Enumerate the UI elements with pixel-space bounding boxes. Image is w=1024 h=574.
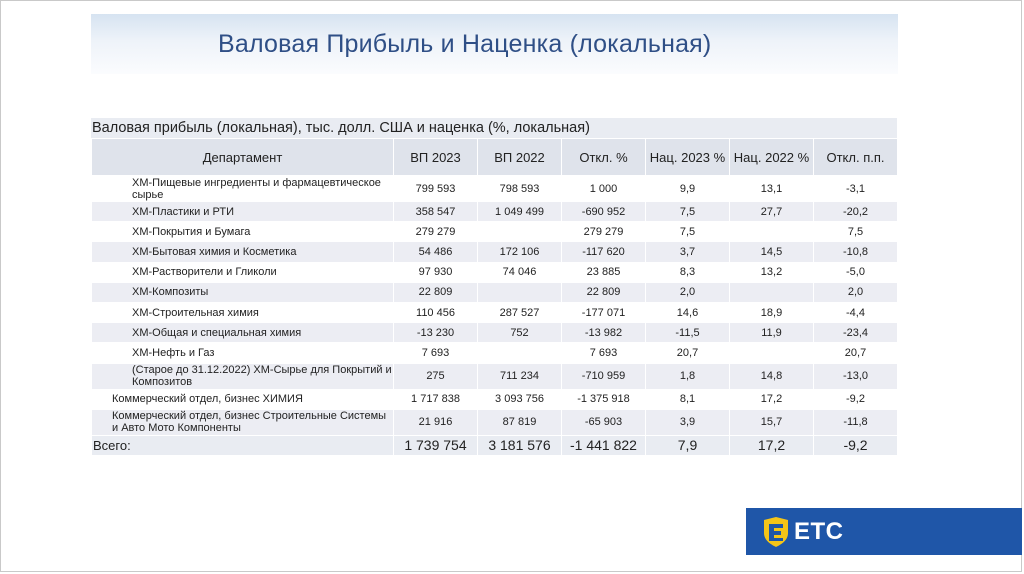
nac2023-cell: 20,7: [646, 343, 730, 363]
vp2022-cell: 711 234: [478, 363, 562, 389]
devpp-cell: -4,4: [814, 302, 898, 322]
devpp-cell: -5,0: [814, 262, 898, 282]
dept-cell: Коммерческий отдел, бизнес ХИМИЯ: [92, 389, 394, 409]
vp2023-cell: 1 717 838: [394, 389, 478, 409]
devpp-cell: 2,0: [814, 282, 898, 302]
vp2023-cell: 97 930: [394, 262, 478, 282]
total-nac2022: 17,2: [730, 435, 814, 455]
total-vp2022: 3 181 576: [478, 435, 562, 455]
table-row: [92, 262, 898, 282]
table-row: [92, 302, 898, 322]
vp2022-cell: 752: [478, 323, 562, 343]
slide-title: Валовая Прибыль и Наценка (локальная): [218, 29, 712, 58]
nac2022-cell: 27,7: [730, 202, 814, 222]
table-row: [92, 242, 898, 262]
dept-cell: ХМ-Композиты: [92, 282, 394, 302]
table-header-row: [92, 139, 898, 176]
dept-cell: ХМ-Строительная химия: [92, 302, 394, 322]
table-caption: Валовая прибыль (локальная), тыс. долл. США и наценка (%, локальная): [91, 118, 897, 138]
table-row: [92, 409, 898, 435]
vp2022-cell: 87 819: [478, 409, 562, 435]
nac2022-cell: 11,9: [730, 323, 814, 343]
vp2023-cell: 110 456: [394, 302, 478, 322]
vp2022-cell: [478, 282, 562, 302]
etc-logo: [746, 508, 1022, 555]
vp2023-cell: 7 693: [394, 343, 478, 363]
table-row: [92, 343, 898, 363]
nac2022-cell: [730, 222, 814, 242]
header-markup-2023: Нац. 2023 %: [646, 139, 730, 176]
header-deviation-percent: Откл. %: [562, 139, 646, 176]
vp2023-cell: 279 279: [394, 222, 478, 242]
nac2022-cell: [730, 282, 814, 302]
devpp-cell: -3,1: [814, 176, 898, 202]
devpp-cell: -20,2: [814, 202, 898, 222]
nac2023-cell: 3,7: [646, 242, 730, 262]
profit-table-container: [91, 118, 897, 456]
vp2022-cell: 798 593: [478, 176, 562, 202]
vp2022-cell: 287 527: [478, 302, 562, 322]
table-row: [92, 222, 898, 242]
nac2023-cell: 1,8: [646, 363, 730, 389]
dept-cell: ХМ-Бытовая химия и Косметика: [92, 242, 394, 262]
devpp-cell: 20,7: [814, 343, 898, 363]
nac2023-cell: 7,5: [646, 202, 730, 222]
dev-cell: -710 959: [562, 363, 646, 389]
nac2022-cell: 18,9: [730, 302, 814, 322]
dept-cell: ХМ-Нефть и Газ: [92, 343, 394, 363]
dev-cell: 1 000: [562, 176, 646, 202]
header-deviation-pp: Откл. п.п.: [814, 139, 898, 176]
dev-cell: -1 375 918: [562, 389, 646, 409]
vp2023-cell: 21 916: [394, 409, 478, 435]
header-vp-2022: ВП 2022: [478, 139, 562, 176]
table-row: [92, 389, 898, 409]
dev-cell: 7 693: [562, 343, 646, 363]
vp2022-cell: 172 106: [478, 242, 562, 262]
dev-cell: 22 809: [562, 282, 646, 302]
vp2023-cell: 358 547: [394, 202, 478, 222]
nac2022-cell: 13,2: [730, 262, 814, 282]
etc-logo-text: ETC: [794, 517, 844, 545]
dept-cell: ХМ-Пластики и РТИ: [92, 202, 394, 222]
nac2022-cell: 13,1: [730, 176, 814, 202]
total-vp2023: 1 739 754: [394, 435, 478, 455]
header-department: Департамент: [92, 139, 394, 176]
devpp-cell: -13,0: [814, 363, 898, 389]
header-markup-2022: Нац. 2022 %: [730, 139, 814, 176]
nac2023-cell: 8,3: [646, 262, 730, 282]
nac2023-cell: 14,6: [646, 302, 730, 322]
nac2023-cell: 8,1: [646, 389, 730, 409]
total-label: Всего:: [92, 435, 394, 455]
dept-cell: ХМ-Пищевые ингредиенты и фармацевтическое сырье: [92, 176, 394, 202]
table-row: [92, 202, 898, 222]
nac2023-cell: 3,9: [646, 409, 730, 435]
devpp-cell: -10,8: [814, 242, 898, 262]
table-row: [92, 363, 898, 389]
dept-cell: (Старое до 31.12.2022) ХМ-Сырье для Покрытий и Композитов: [92, 363, 394, 389]
nac2022-cell: 14,5: [730, 242, 814, 262]
etc-shield-logo-icon: [762, 517, 790, 547]
nac2022-cell: 15,7: [730, 409, 814, 435]
total-dev: -1 441 822: [562, 435, 646, 455]
nac2023-cell: 2,0: [646, 282, 730, 302]
vp2023-cell: 54 486: [394, 242, 478, 262]
profit-table: [91, 138, 898, 456]
dept-cell: ХМ-Растворители и Гликоли: [92, 262, 394, 282]
dev-cell: -117 620: [562, 242, 646, 262]
nac2023-cell: -11,5: [646, 323, 730, 343]
vp2022-cell: [478, 222, 562, 242]
devpp-cell: -11,8: [814, 409, 898, 435]
nac2023-cell: 9,9: [646, 176, 730, 202]
dept-cell: ХМ-Покрытия и Бумага: [92, 222, 394, 242]
total-nac2023: 7,9: [646, 435, 730, 455]
vp2022-cell: 1 049 499: [478, 202, 562, 222]
dev-cell: -690 952: [562, 202, 646, 222]
nac2022-cell: 17,2: [730, 389, 814, 409]
vp2022-cell: 74 046: [478, 262, 562, 282]
dev-cell: 23 885: [562, 262, 646, 282]
devpp-cell: 7,5: [814, 222, 898, 242]
header-vp-2023: ВП 2023: [394, 139, 478, 176]
devpp-cell: -23,4: [814, 323, 898, 343]
dept-cell: ХМ-Общая и специальная химия: [92, 323, 394, 343]
vp2023-cell: -13 230: [394, 323, 478, 343]
nac2022-cell: 14,8: [730, 363, 814, 389]
total-devpp: -9,2: [814, 435, 898, 455]
devpp-cell: -9,2: [814, 389, 898, 409]
vp2023-cell: 799 593: [394, 176, 478, 202]
dev-cell: 279 279: [562, 222, 646, 242]
table-row: [92, 323, 898, 343]
vp2023-cell: 275: [394, 363, 478, 389]
nac2023-cell: 7,5: [646, 222, 730, 242]
table-row: [92, 176, 898, 202]
vp2023-cell: 22 809: [394, 282, 478, 302]
vp2022-cell: 3 093 756: [478, 389, 562, 409]
table-row: [92, 282, 898, 302]
dept-cell: Коммерческий отдел, бизнес Строительные Системы и Авто Мото Компоненты: [92, 409, 394, 435]
title-banner: [91, 14, 898, 74]
dev-cell: -177 071: [562, 302, 646, 322]
nac2022-cell: [730, 343, 814, 363]
vp2022-cell: [478, 343, 562, 363]
dev-cell: -65 903: [562, 409, 646, 435]
dev-cell: -13 982: [562, 323, 646, 343]
table-total-row: [92, 435, 898, 455]
